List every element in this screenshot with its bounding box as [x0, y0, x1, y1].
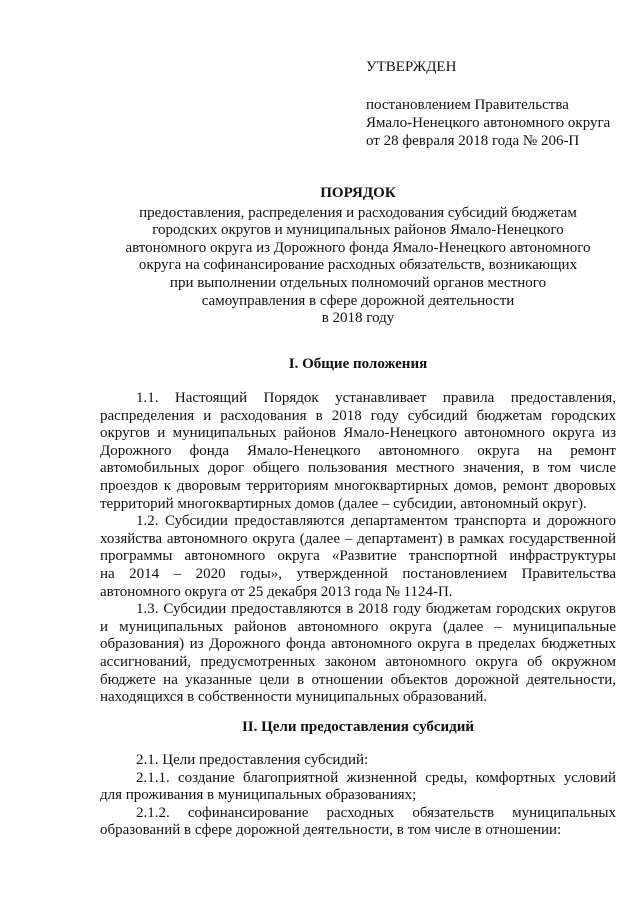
paragraph-2-1-1 [100, 770, 616, 805]
approval-line-3: от 28 февраля 2018 года № 206-П [366, 133, 580, 149]
title-line: округа на софинансирование расходных обязательств, возникающих [138, 257, 578, 274]
document-title-block [100, 185, 616, 328]
text-line: образований в сфере дорожной деятельности, в том числе в отношении: [100, 822, 562, 839]
title-line: самоуправления в сфере дорожной деятельности [201, 292, 515, 309]
text-line: 2.1. Цели предоставления субсидий: [136, 752, 369, 768]
text-line: на 2014 – 2020 годы», утвержденной постановлением Правительства [100, 565, 616, 582]
paragraph-1-2 [100, 513, 616, 601]
title-line: городских округов и муниципальных районов Ямало-Ненецкого [152, 222, 564, 239]
text-line: образования) из Дорожного фонда автономного округа в пределах бюджетных [100, 636, 616, 653]
paragraph-2-1-2 [100, 805, 616, 840]
document-title: ПОРЯДОК [320, 185, 396, 201]
text-line: автомобильных дорог общего пользования местного значения, в том числе [100, 460, 616, 477]
text-line: территорий многоквартирных домов (далее – субсидии, автономный округ). [100, 495, 587, 512]
text-line: ассигнований, предусмотренных законом автономного округа об окружном [100, 653, 616, 670]
text-line: для проживания в муниципальных образованиях; [100, 787, 417, 804]
section-1-body [100, 390, 616, 707]
title-line: при выполнении отдельных полномочий органов местного [169, 274, 547, 291]
paragraph-2-1 [100, 752, 616, 770]
paragraph-1-1 [100, 390, 616, 513]
text-line: распределения и расходования в 2018 году субсидий бюджетам городских [100, 407, 616, 424]
text-line: 1.1. Настоящий Порядок устанавливает правила предоставления, [136, 390, 616, 406]
approval-line-1: постановлением Правительства [366, 97, 569, 113]
text-line: автономного округа от 25 декабря 2013 года № 1124-П. [100, 583, 453, 600]
text-line: 1.3. Субсидии предоставляются в 2018 году бюджетам городских округов [136, 601, 616, 618]
title-line: в 2018 году [321, 310, 395, 327]
section-2-heading: II. Цели предоставления субсидий [241, 719, 475, 735]
text-line: проездов к дворовым территориям многоквартирных домов, ремонт дворовых [100, 477, 616, 494]
text-line: программы автономного округа «Развитие транспортной инфраструктуры [100, 548, 616, 565]
approval-stamp: УТВЕРЖДЕН [366, 59, 457, 75]
title-line: автономного округа из Дорожного фонда Ямало-Ненецкого автономного [125, 239, 591, 256]
text-line: 1.2. Субсидии предоставляются департаментом транспорта и дорожного [136, 513, 616, 530]
text-line: бюджете на указанные цели в отношении объектов дорожной деятельности, [100, 671, 616, 688]
paragraph-1-3 [100, 601, 616, 707]
text-line: 2.1.1. создание благоприятной жизненной среды, комфортных условий [136, 769, 616, 786]
approval-line-2: Ямало-Ненецкого автономного округа [366, 115, 611, 131]
section-1-heading: I. Общие положения [288, 356, 428, 372]
approval-block [366, 58, 626, 150]
text-line: округов и муниципальных районов Ямало-Ненецкого автономного округа из [100, 425, 616, 442]
title-line: предоставления, распределения и расходования субсидий бюджетам [139, 204, 577, 221]
text-line: 2.1.2. софинансирование расходных обязательств муниципальных [136, 804, 616, 821]
text-line: и муниципальных районов автономного округа (далее – муниципальные [100, 618, 616, 635]
section-2-body [100, 752, 616, 840]
text-line: хозяйства автономного округа (далее – департамент) в рамках государственной [100, 530, 616, 547]
text-line: Дорожного фонда Ямало-Ненецкого автономного округа на ремонт [100, 442, 616, 459]
text-line: находящихся в собственности муниципальных образований. [100, 689, 488, 706]
